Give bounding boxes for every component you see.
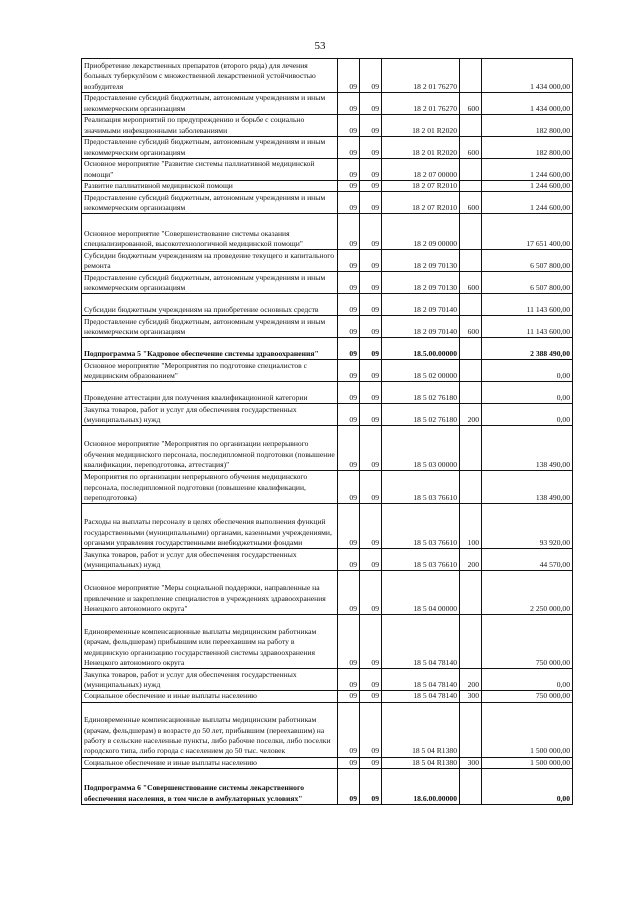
row-subsection: 09 xyxy=(360,214,382,250)
row-subsection: 09 xyxy=(360,549,382,571)
row-section: 09 xyxy=(338,404,360,426)
table-row xyxy=(82,250,573,272)
row-subsection: 09 xyxy=(360,571,382,615)
table-row xyxy=(82,93,573,115)
table-row xyxy=(82,159,573,181)
row-subsection: 09 xyxy=(360,471,382,504)
row-section: 09 xyxy=(338,181,360,192)
row-expense-type xyxy=(460,250,482,272)
row-name: Подпрограмма 5 "Кадровое обеспечение системы здравоохранения" xyxy=(82,338,338,360)
row-section: 09 xyxy=(338,471,360,504)
row-amount: 182 800,00 xyxy=(482,137,573,159)
row-subsection: 09 xyxy=(360,757,382,768)
row-target-code: 18 5 04 R1380 xyxy=(382,702,460,757)
row-name: Расходы на выплаты персоналу в целях обеспечения выполнения функций государственными (муниципальными) органами, казенными учреждениями, органами управления государственными внебюджетными фондами xyxy=(82,504,338,549)
row-section: 09 xyxy=(338,250,360,272)
row-section: 09 xyxy=(338,59,360,93)
row-expense-type xyxy=(460,214,482,250)
table-row xyxy=(82,181,573,192)
row-target-code: 18 2 09 70130 xyxy=(382,272,460,294)
row-amount: 2 250 000,00 xyxy=(482,571,573,615)
row-subsection: 09 xyxy=(360,181,382,192)
row-subsection: 09 xyxy=(360,426,382,471)
row-subsection: 09 xyxy=(360,504,382,549)
row-target-code: 18 5 04 78140 xyxy=(382,615,460,669)
row-subsection: 09 xyxy=(360,59,382,93)
table-row xyxy=(82,360,573,382)
row-name: Единовременные компенсационные выплаты медицинским работникам (врачам, фельдшерам) в возрасте до 50 лет, прибывшим (переехавшим) на работу в сельские населенные пункты, либо рабочие поселки, либо поселки городского типа, либо города с населением до 50 тыс. человек xyxy=(82,702,338,757)
row-subsection: 09 xyxy=(360,115,382,137)
table-row xyxy=(82,294,573,316)
table-row xyxy=(82,571,573,615)
row-section: 09 xyxy=(338,426,360,471)
row-amount: 0,00 xyxy=(482,360,573,382)
row-amount: 6 507 800,00 xyxy=(482,250,573,272)
row-amount: 1 434 000,00 xyxy=(482,59,573,93)
row-expense-type: 100 xyxy=(460,504,482,549)
row-expense-type: 600 xyxy=(460,316,482,338)
row-amount: 750 000,00 xyxy=(482,691,573,702)
table-row xyxy=(82,702,573,757)
row-target-code: 18 2 01 R2020 xyxy=(382,115,460,137)
row-subsection: 09 xyxy=(360,615,382,669)
row-target-code: 18 2 09 70130 xyxy=(382,250,460,272)
table-row xyxy=(82,757,573,768)
row-name: Закупка товаров, работ и услуг для обеспечения государственных (муниципальных) нужд xyxy=(82,669,338,691)
row-target-code: 18 2 01 76270 xyxy=(382,59,460,93)
row-target-code: 18 2 07 00000 xyxy=(382,159,460,181)
row-target-code: 18 5 03 76610 xyxy=(382,504,460,549)
row-amount: 750 000,00 xyxy=(482,615,573,669)
row-name: Закупка товаров, работ и услуг для обеспечения государственных (муниципальных) нужд xyxy=(82,549,338,571)
row-target-code: 18 2 09 70140 xyxy=(382,316,460,338)
row-name: Проведение аттестации для получения квалификационной категории xyxy=(82,382,338,404)
row-name: Мероприятия по организации непрерывного обучения медицинского персонала, последипломной подготовки (повышение квалификации, переподготовка) xyxy=(82,471,338,504)
budget-table xyxy=(81,58,573,805)
row-expense-type: 300 xyxy=(460,757,482,768)
row-section: 09 xyxy=(338,702,360,757)
table-row xyxy=(82,615,573,669)
row-name: Предоставление субсидий бюджетным, автономным учреждениям и иным некоммерческим организациям xyxy=(82,272,338,294)
row-amount: 1 244 600,00 xyxy=(482,192,573,214)
row-expense-type: 200 xyxy=(460,549,482,571)
row-target-code: 18 5 04 78140 xyxy=(382,691,460,702)
row-amount: 0,00 xyxy=(482,382,573,404)
row-section: 09 xyxy=(338,360,360,382)
table-row xyxy=(82,59,573,93)
row-subsection: 09 xyxy=(360,702,382,757)
row-name: Субсидии бюджетным учреждениям на проведение текущего и капитального ремонта xyxy=(82,250,338,272)
row-expense-type xyxy=(460,426,482,471)
page-number: 53 xyxy=(314,40,326,52)
row-name: Предоставление субсидий бюджетным, автономным учреждениям и иным некоммерческим организациям xyxy=(82,192,338,214)
row-name: Реализация мероприятий по предупреждению и борьбе с социально значимыми инфекционными заболеваниями xyxy=(82,115,338,137)
row-name: Приобретение лекарственных препаратов (второго ряда) для лечения больных туберкулёзом с множественной лекарственной устойчивостью возбудителя xyxy=(82,59,338,93)
row-amount: 1 500 000,00 xyxy=(482,757,573,768)
row-subsection: 09 xyxy=(360,338,382,360)
row-expense-type: 300 xyxy=(460,691,482,702)
row-section: 09 xyxy=(338,338,360,360)
row-expense-type: 200 xyxy=(460,404,482,426)
row-section: 09 xyxy=(338,272,360,294)
row-expense-type xyxy=(460,768,482,804)
row-expense-type xyxy=(460,181,482,192)
row-section: 09 xyxy=(338,382,360,404)
row-target-code: 18 2 07 R2010 xyxy=(382,181,460,192)
row-expense-type xyxy=(460,360,482,382)
row-expense-type xyxy=(460,294,482,316)
row-section: 09 xyxy=(338,115,360,137)
row-amount: 182 800,00 xyxy=(482,115,573,137)
row-name: Основное мероприятие "Совершенствование системы оказания специализированной, высокотехнологичной медицинской помощи" xyxy=(82,214,338,250)
row-target-code: 18 2 07 R2010 xyxy=(382,192,460,214)
row-amount: 1 244 600,00 xyxy=(482,159,573,181)
row-amount: 138 490,00 xyxy=(482,471,573,504)
table-row xyxy=(82,426,573,471)
row-subsection: 09 xyxy=(360,360,382,382)
row-amount: 138 490,00 xyxy=(482,426,573,471)
row-section: 09 xyxy=(338,504,360,549)
table-row xyxy=(82,471,573,504)
row-target-code: 18 2 09 00000 xyxy=(382,214,460,250)
row-expense-type xyxy=(460,571,482,615)
row-name: Основное мероприятие "Меры социальной поддержки, направленные на привлечение и закрепление специалистов в учреждениях здравоохранения Ненецкого автономного округа" xyxy=(82,571,338,615)
row-name: Основное мероприятие "Мероприятия по подготовке специалистов с медицинским образованием" xyxy=(82,360,338,382)
row-name: Социальное обеспечение и иные выплаты населению xyxy=(82,757,338,768)
row-target-code: 18 5 03 76610 xyxy=(382,549,460,571)
table-row xyxy=(82,382,573,404)
row-amount: 93 920,00 xyxy=(482,504,573,549)
row-name: Основное мероприятие "Мероприятия по организации непрерывного обучения медицинского персонала, последипломной подготовки (повышение квалификации, переподготовка, аттестация)" xyxy=(82,426,338,471)
table-row xyxy=(82,115,573,137)
table-row xyxy=(82,137,573,159)
table-row xyxy=(82,404,573,426)
row-section: 09 xyxy=(338,691,360,702)
table-row xyxy=(82,669,573,691)
row-amount: 1 434 000,00 xyxy=(482,93,573,115)
row-subsection: 09 xyxy=(360,159,382,181)
row-amount: 17 651 400,00 xyxy=(482,214,573,250)
row-target-code: 18 5 03 00000 xyxy=(382,426,460,471)
row-name: Подпрограмма 6 "Совершенствование системы лекарственного обеспечения населения, в том числе в амбулаторных условиях" xyxy=(82,768,338,804)
row-section: 09 xyxy=(338,757,360,768)
row-target-code: 18 2 01 R2020 xyxy=(382,137,460,159)
row-amount: 1 244 600,00 xyxy=(482,181,573,192)
row-amount: 0,00 xyxy=(482,404,573,426)
row-amount: 2 388 490,00 xyxy=(482,338,573,360)
row-expense-type: 600 xyxy=(460,192,482,214)
table-row xyxy=(82,192,573,214)
row-subsection: 09 xyxy=(360,669,382,691)
row-name: Единовременные компенсационные выплаты медицинским работникам (врачам, фельдшерам) прибывшим или переехавшим на работу в медицинскую организацию государственной системы здравоохранения Ненецкого автономного округа xyxy=(82,615,338,669)
row-target-code: 18 5 04 R1380 xyxy=(382,757,460,768)
row-amount: 11 143 600,00 xyxy=(482,294,573,316)
row-name: Предоставление субсидий бюджетным, автономным учреждениям и иным некоммерческим организациям xyxy=(82,137,338,159)
row-subsection: 09 xyxy=(360,316,382,338)
row-section: 09 xyxy=(338,159,360,181)
row-subsection: 09 xyxy=(360,93,382,115)
table-row xyxy=(82,549,573,571)
row-target-code: 18 5 04 00000 xyxy=(382,571,460,615)
row-section: 09 xyxy=(338,192,360,214)
row-subsection: 09 xyxy=(360,250,382,272)
row-name: Развитие паллиативной медицинской помощи xyxy=(82,181,338,192)
table-row xyxy=(82,768,573,804)
row-expense-type xyxy=(460,338,482,360)
table-row xyxy=(82,691,573,702)
row-subsection: 09 xyxy=(360,294,382,316)
row-target-code: 18 2 09 70140 xyxy=(382,294,460,316)
row-section: 09 xyxy=(338,768,360,804)
row-subsection: 09 xyxy=(360,768,382,804)
row-name: Предоставление субсидий бюджетным, автономным учреждениям и иным некоммерческим организациям xyxy=(82,316,338,338)
row-section: 09 xyxy=(338,549,360,571)
row-target-code: 18 2 01 76270 xyxy=(382,93,460,115)
row-amount: 0,00 xyxy=(482,669,573,691)
row-section: 09 xyxy=(338,137,360,159)
row-name: Основное мероприятие "Развитие системы паллиативной медицинской помощи" xyxy=(82,159,338,181)
table-row xyxy=(82,272,573,294)
row-expense-type xyxy=(460,615,482,669)
row-name: Предоставление субсидий бюджетным, автономным учреждениям и иным некоммерческим организациям xyxy=(82,93,338,115)
row-expense-type: 600 xyxy=(460,272,482,294)
row-expense-type xyxy=(460,382,482,404)
row-target-code: 18 5 02 76180 xyxy=(382,404,460,426)
row-name: Субсидии бюджетным учреждениям на приобретение основных средств xyxy=(82,294,338,316)
row-amount: 1 500 000,00 xyxy=(482,702,573,757)
row-subsection: 09 xyxy=(360,382,382,404)
row-expense-type xyxy=(460,115,482,137)
row-section: 09 xyxy=(338,294,360,316)
row-amount: 6 507 800,00 xyxy=(482,272,573,294)
row-subsection: 09 xyxy=(360,192,382,214)
row-expense-type: 600 xyxy=(460,93,482,115)
row-subsection: 09 xyxy=(360,691,382,702)
row-name: Закупка товаров, работ и услуг для обеспечения государственных (муниципальных) нужд xyxy=(82,404,338,426)
row-section: 09 xyxy=(338,615,360,669)
row-subsection: 09 xyxy=(360,137,382,159)
row-amount: 44 570,00 xyxy=(482,549,573,571)
row-target-code: 18 5 04 78140 xyxy=(382,669,460,691)
row-amount: 0,00 xyxy=(482,768,573,804)
row-expense-type xyxy=(460,471,482,504)
row-section: 09 xyxy=(338,571,360,615)
row-expense-type: 600 xyxy=(460,137,482,159)
row-amount: 11 143 600,00 xyxy=(482,316,573,338)
row-section: 09 xyxy=(338,93,360,115)
row-name: Социальное обеспечение и иные выплаты населению xyxy=(82,691,338,702)
row-target-code: 18 5 03 76610 xyxy=(382,471,460,504)
table-row xyxy=(82,316,573,338)
row-section: 09 xyxy=(338,669,360,691)
row-expense-type: 200 xyxy=(460,669,482,691)
table-row xyxy=(82,338,573,360)
row-target-code: 18.5.00.00000 xyxy=(382,338,460,360)
row-target-code: 18.6.00.00000 xyxy=(382,768,460,804)
row-section: 09 xyxy=(338,214,360,250)
row-expense-type xyxy=(460,159,482,181)
row-target-code: 18 5 02 76180 xyxy=(382,382,460,404)
row-expense-type xyxy=(460,702,482,757)
table-row xyxy=(82,214,573,250)
row-expense-type xyxy=(460,59,482,93)
table-row xyxy=(82,504,573,549)
row-subsection: 09 xyxy=(360,272,382,294)
row-subsection: 09 xyxy=(360,404,382,426)
row-target-code: 18 5 02 00000 xyxy=(382,360,460,382)
row-section: 09 xyxy=(338,316,360,338)
